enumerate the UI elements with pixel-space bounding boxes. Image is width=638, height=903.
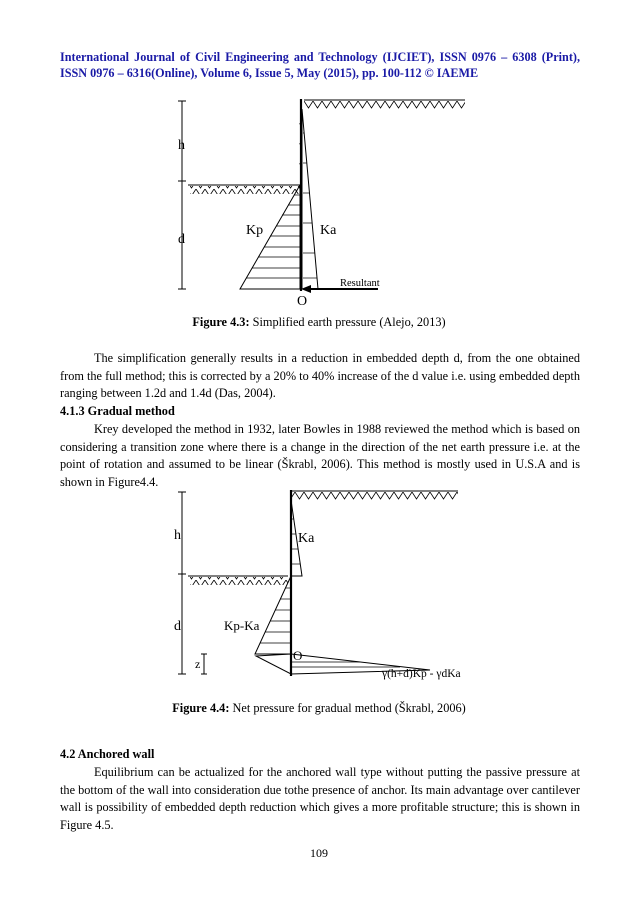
- label-h: h: [174, 528, 181, 543]
- journal-header: [60, 49, 580, 81]
- label-formula: γ(h+d)Kp - γdKa: [382, 668, 461, 680]
- caption-text: Simplified earth pressure (Alejo, 2013): [249, 315, 446, 329]
- figure-4-3-caption: [0, 315, 638, 330]
- label-o: O: [293, 648, 303, 663]
- label-kp-ka: Kp-Ka: [224, 618, 260, 633]
- figure-4-4-caption: [0, 701, 638, 716]
- figure-4-4: [160, 484, 490, 684]
- caption-text: Net pressure for gradual method (Škrabl, 2006): [229, 701, 466, 715]
- figure-4-3: [160, 93, 480, 308]
- label-z: z: [195, 657, 201, 671]
- heading-gradual-method: 4.1.3 Gradual method: [60, 404, 175, 418]
- label-kp: Kp: [246, 223, 264, 238]
- caption-label: Figure 4.3:: [192, 315, 250, 329]
- label-ka: Ka: [298, 531, 315, 546]
- heading-anchored-wall: 4.2 Anchored wall: [60, 747, 155, 761]
- page-number: 109: [310, 846, 328, 860]
- label-resultant: Resultant: [340, 278, 380, 289]
- caption-label: Figure 4.4:: [172, 701, 230, 715]
- paragraph-1: The simplification generally results in a reduction in embedded depth d, from the one obtained from the full method; this is corrected by a 20% to 40% increase of the d value i.e. using embedded depth ranging between 1.2d and 1.4d (Das, 2004).: [60, 351, 580, 400]
- paragraph-2: Krey developed the method in 1932, later Bowles in 1988 reviewed the method which is based on considering a transition zone where there is a change in the direction of the net earth pressure i.e. at the point of rotation and assumed to be linear (Škrabl, 2006). This method is mostly used in U.S.A and is shown in Figure4.4.: [60, 422, 580, 489]
- paragraph-3: Equilibrium can be actualized for the anchored wall type without putting the passive pressure at the bottom of the wall into consideration due tothe presence of anchor. Its main advantage over cantilever wall is possibility of embedded depth reduction which gives a more profitable structure; this is shown in Figure 4.5.: [60, 765, 580, 832]
- label-d: d: [178, 232, 185, 247]
- label-h: h: [178, 138, 185, 153]
- header-line-2: ISSN 0976 – 6316(Online), Volume 6, Issue 5, May (2015), pp. 100-112 © IAEME: [60, 66, 479, 80]
- label-d: d: [174, 619, 181, 634]
- header-line-1: International Journal of Civil Engineering and Technology (IJCIET), ISSN 0976 – 6308 (Print),: [60, 50, 580, 64]
- label-o: O: [297, 294, 308, 308]
- label-ka: Ka: [320, 223, 337, 238]
